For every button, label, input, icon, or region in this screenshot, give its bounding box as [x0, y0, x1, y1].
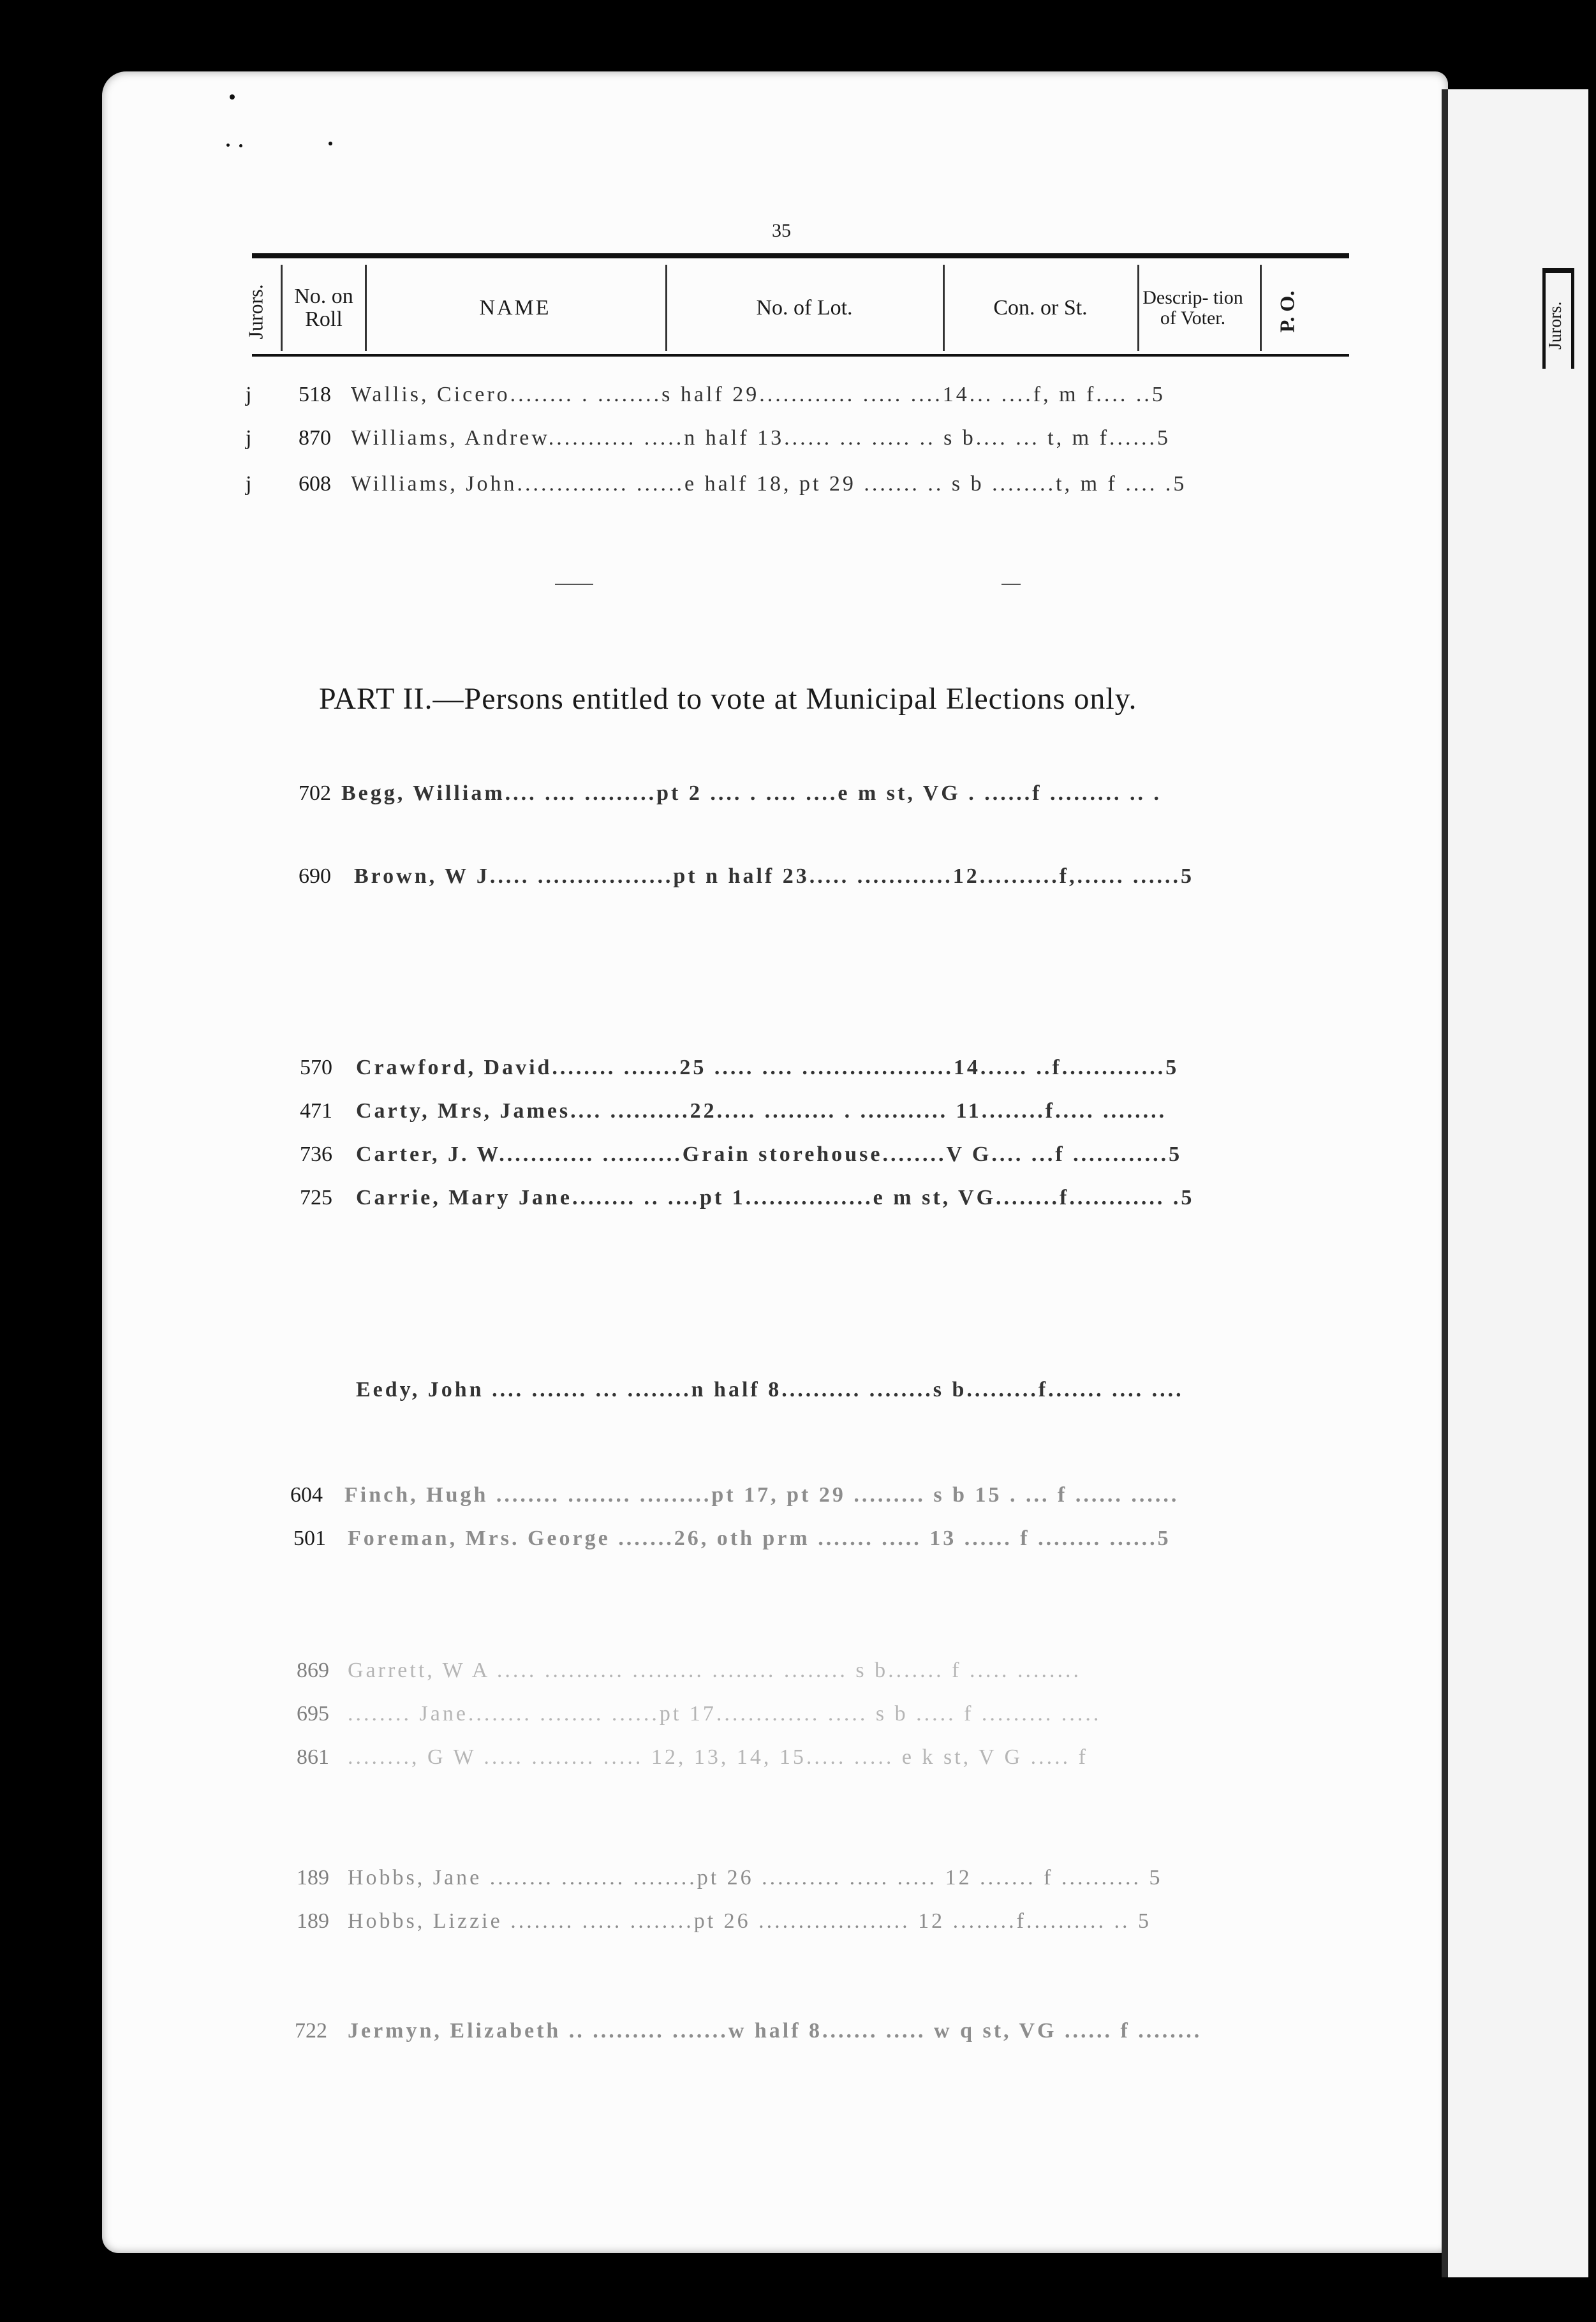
header-divider [1260, 265, 1262, 351]
voter-entry: Garrett, W A ..... .......... ......... ........ ........ s b....... f ..... ........ [348, 1659, 1081, 1682]
speck-mark [230, 94, 235, 100]
roll-number: 518 [299, 383, 331, 406]
voter-entry: ........ Jane........ ........ ......pt 17............. ..... s b ..... f ......... ..... [348, 1702, 1102, 1726]
roll-number: 870 [299, 426, 331, 450]
voter-entry: Brown, W J..... .................pt n half 23..... ............12..........f,...... ......5 [354, 864, 1195, 888]
separator-dash [1001, 584, 1021, 585]
roll-number: 725 [300, 1186, 332, 1209]
voter-entry: Williams, Andrew........... .....n half 13...... ... ..... .. s b.... ... t, m f......5 [351, 426, 1171, 450]
voter-entry: Hobbs, Jane ........ ........ ........pt 26 .......... ..... ..... 12 ....... f .......... 5 [348, 1866, 1163, 1889]
voter-entry: Wallis, Cicero........ . ........s half 29............ ..... ....14... ....f, m f.... ..5 [351, 383, 1165, 406]
voter-entry: Crawford, David........ .......25 ..... .... ...................14...... ..f.............5 [356, 1056, 1179, 1079]
roll-number: 608 [299, 472, 331, 496]
header-name: NAME [479, 295, 551, 320]
header-jurors: Jurors. [244, 284, 267, 339]
roll-number: 604 [290, 1483, 323, 1507]
header-po: P. O. [1275, 290, 1299, 333]
voter-entry: Carter, J. W............ ..........Grain storehouse........V G.... ...f ............5 [356, 1143, 1183, 1166]
roll-number: 861 [297, 1745, 329, 1769]
juror-mark: j [246, 383, 252, 406]
speck-mark [329, 142, 332, 145]
voter-entry: Finch, Hugh ........ ........ .........pt 17, pt 29 ......... s b 15 . ... f ...... ...... [344, 1483, 1179, 1507]
header-lot: No. of Lot. [756, 295, 853, 320]
roll-number: 189 [297, 1909, 329, 1933]
juror-mark: j [246, 472, 252, 496]
header-bottom-rule [252, 354, 1349, 357]
voter-entry: Carrie, Mary Jane........ .. ....pt 1................e m st, VG........f............ .5 [356, 1186, 1195, 1209]
voter-entry: Jermyn, Elizabeth .. ......... .......w half 8....... ..... w q st, VG ...... f ........ [348, 2019, 1202, 2043]
roll-number: 501 [293, 1527, 326, 1550]
voter-entry: Eedy, John .... ....... ... ........n half 8.......... ........s b.........f....... .... .... [356, 1378, 1184, 1401]
header-description: Descrip- tion of Voter. [1142, 287, 1243, 329]
header-divider [281, 265, 283, 351]
voter-entry: Begg, William.... .... .........pt 2 .... . .... ....e m st, VG . ......f ......... .. . [341, 781, 1162, 805]
facing-page-jurors-header [1542, 268, 1574, 369]
roll-number: 736 [300, 1143, 332, 1166]
roll-number: 189 [297, 1866, 329, 1889]
voter-entry: Williams, John.............. ......e half 18, pt 29 ....... .. s b ........t, m f .... .5 [351, 472, 1187, 496]
header-con: Con. or St. [993, 295, 1088, 320]
facing-page-edge [1442, 89, 1588, 2277]
roll-number: 570 [300, 1056, 332, 1079]
voter-entry: Carty, Mrs, James.... ..........22..... ......... . ........... 11........f..... ........ [356, 1099, 1167, 1123]
voter-entry: ........, G W ..... ........ ..... 12, 13, 14, 15..... ..... e k st, V G ..... f [348, 1745, 1088, 1769]
speck-mark [226, 144, 230, 147]
page-number: 35 [772, 220, 791, 241]
facing-page-jurors-label: Jurors. [1546, 301, 1565, 350]
roll-number: 695 [297, 1702, 329, 1726]
roll-number: 869 [297, 1659, 329, 1682]
voter-entry: Foreman, Mrs. George .......26, oth prm ....... ..... 13 ...... f ........ ......5 [348, 1527, 1171, 1550]
roll-number: 722 [295, 2019, 327, 2043]
header-divider [1137, 265, 1139, 351]
part-two-title: PART II.—Persons entitled to vote at Municipal Elections only. [319, 682, 1137, 716]
roll-number: 702 [299, 781, 331, 805]
speck-mark [239, 144, 242, 147]
header-no-on-roll: No. on Roll [294, 284, 353, 331]
voter-entry: Hobbs, Lizzie ........ ..... ........pt 26 ................... 12 ........f.......... .. 5 [348, 1909, 1151, 1933]
roll-number: 471 [300, 1099, 332, 1123]
header-top-rule [252, 253, 1349, 258]
juror-mark: j [246, 426, 252, 450]
roll-number: 690 [299, 864, 331, 888]
separator-dash [555, 584, 593, 585]
